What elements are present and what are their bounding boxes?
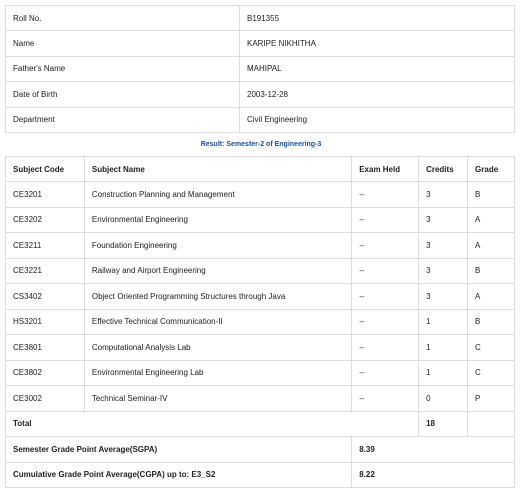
subject-name-cell: Technical Seminar-IV: [84, 386, 351, 412]
subject-code-cell: CE3802: [6, 360, 85, 386]
info-row-name: [6, 31, 515, 56]
subject-name-cell: Object Oriented Programming Structures through Java: [84, 284, 351, 310]
header-subject-code: Subject Code: [6, 157, 85, 182]
subject-code-cell: CE3002: [6, 386, 85, 412]
subject-name-cell: Effective Technical Communication-II: [84, 309, 351, 335]
info-value: MAHIPAL: [240, 56, 515, 81]
subject-row: [6, 233, 515, 259]
subject-row: [6, 258, 515, 284]
credits-cell: 1: [419, 309, 468, 335]
subject-row: [6, 182, 515, 208]
subject-name-cell: Construction Planning and Management: [84, 182, 351, 208]
credits-cell: 1: [419, 360, 468, 386]
result-title: Result: Semester-2 of Engineering-3: [200, 141, 322, 148]
subject-name-cell: Environmental Engineering: [84, 207, 351, 233]
credits-cell: 3: [419, 207, 468, 233]
info-value: B191355: [240, 6, 515, 31]
grade-cell: C: [468, 335, 515, 361]
cgpa-value: 8.22: [352, 462, 515, 488]
info-row-roll-no: [6, 6, 515, 31]
subject-row: [6, 386, 515, 412]
total-credits: 18: [419, 411, 468, 437]
cgpa-row: [6, 462, 515, 488]
info-value: Civil Engineering: [240, 107, 515, 132]
subject-name-cell: Foundation Engineering: [84, 233, 351, 259]
grades-header-row: [6, 157, 515, 182]
exam-held-cell: --: [352, 335, 419, 361]
subject-code-cell: CE3201: [6, 182, 85, 208]
total-grade-empty: [468, 411, 515, 437]
subject-row: [6, 309, 515, 335]
grade-cell: A: [468, 284, 515, 310]
grade-cell: A: [468, 207, 515, 233]
info-label: Date of Birth: [6, 82, 240, 107]
credits-cell: 3: [419, 233, 468, 259]
info-label: Department: [6, 107, 240, 132]
total-label: Total: [6, 411, 419, 437]
sgpa-value: 8.39: [352, 437, 515, 463]
grade-cell: B: [468, 309, 515, 335]
info-label: Roll No.: [6, 6, 240, 31]
grade-cell: A: [468, 233, 515, 259]
credits-cell: 1: [419, 335, 468, 361]
grade-cell: C: [468, 360, 515, 386]
info-row-department: [6, 107, 515, 132]
exam-held-cell: --: [352, 182, 419, 208]
subject-name-cell: Railway and Airport Engineering: [84, 258, 351, 284]
sgpa-row: [6, 437, 515, 463]
credits-cell: 3: [419, 182, 468, 208]
header-credits: Credits: [419, 157, 468, 182]
subject-code-cell: CE3202: [6, 207, 85, 233]
credits-cell: 0: [419, 386, 468, 412]
exam-held-cell: --: [352, 258, 419, 284]
grades-table: [5, 156, 515, 488]
subject-rows: [6, 182, 515, 412]
subject-name-cell: Computational Analysis Lab: [84, 335, 351, 361]
header-grade: Grade: [468, 157, 515, 182]
info-value: 2003-12-28: [240, 82, 515, 107]
subject-name-cell: Environmental Engineering Lab: [84, 360, 351, 386]
info-row-fathers-name: [6, 56, 515, 81]
info-label: Father's Name: [6, 56, 240, 81]
credits-cell: 3: [419, 258, 468, 284]
exam-held-cell: --: [352, 360, 419, 386]
subject-code-cell: CE3221: [6, 258, 85, 284]
cgpa-label: Cumulative Grade Point Average(CGPA) up to: E3_S2: [6, 462, 352, 488]
exam-held-cell: --: [352, 284, 419, 310]
info-value: KARIPE NIKHITHA: [240, 31, 515, 56]
subject-row: [6, 207, 515, 233]
exam-held-cell: --: [352, 386, 419, 412]
grade-cell: B: [468, 182, 515, 208]
grade-cell: P: [468, 386, 515, 412]
credits-cell: 3: [419, 284, 468, 310]
subject-code-cell: CE3211: [6, 233, 85, 259]
student-info-table: [5, 5, 515, 133]
header-exam-held: Exam Held: [352, 157, 419, 182]
total-row: [6, 411, 515, 437]
subject-code-cell: CE3801: [6, 335, 85, 361]
exam-held-cell: --: [352, 207, 419, 233]
subject-code-cell: HS3201: [6, 309, 85, 335]
info-row-date-of-birth: [6, 82, 515, 107]
subject-code-cell: CS3402: [6, 284, 85, 310]
exam-held-cell: --: [352, 233, 419, 259]
sgpa-label: Semester Grade Point Average(SGPA): [6, 437, 352, 463]
exam-held-cell: --: [352, 309, 419, 335]
subject-row: [6, 284, 515, 310]
subject-row: [6, 360, 515, 386]
subject-row: [6, 335, 515, 361]
info-label: Name: [6, 31, 240, 56]
header-subject-name: Subject Name: [84, 157, 351, 182]
grade-cell: B: [468, 258, 515, 284]
